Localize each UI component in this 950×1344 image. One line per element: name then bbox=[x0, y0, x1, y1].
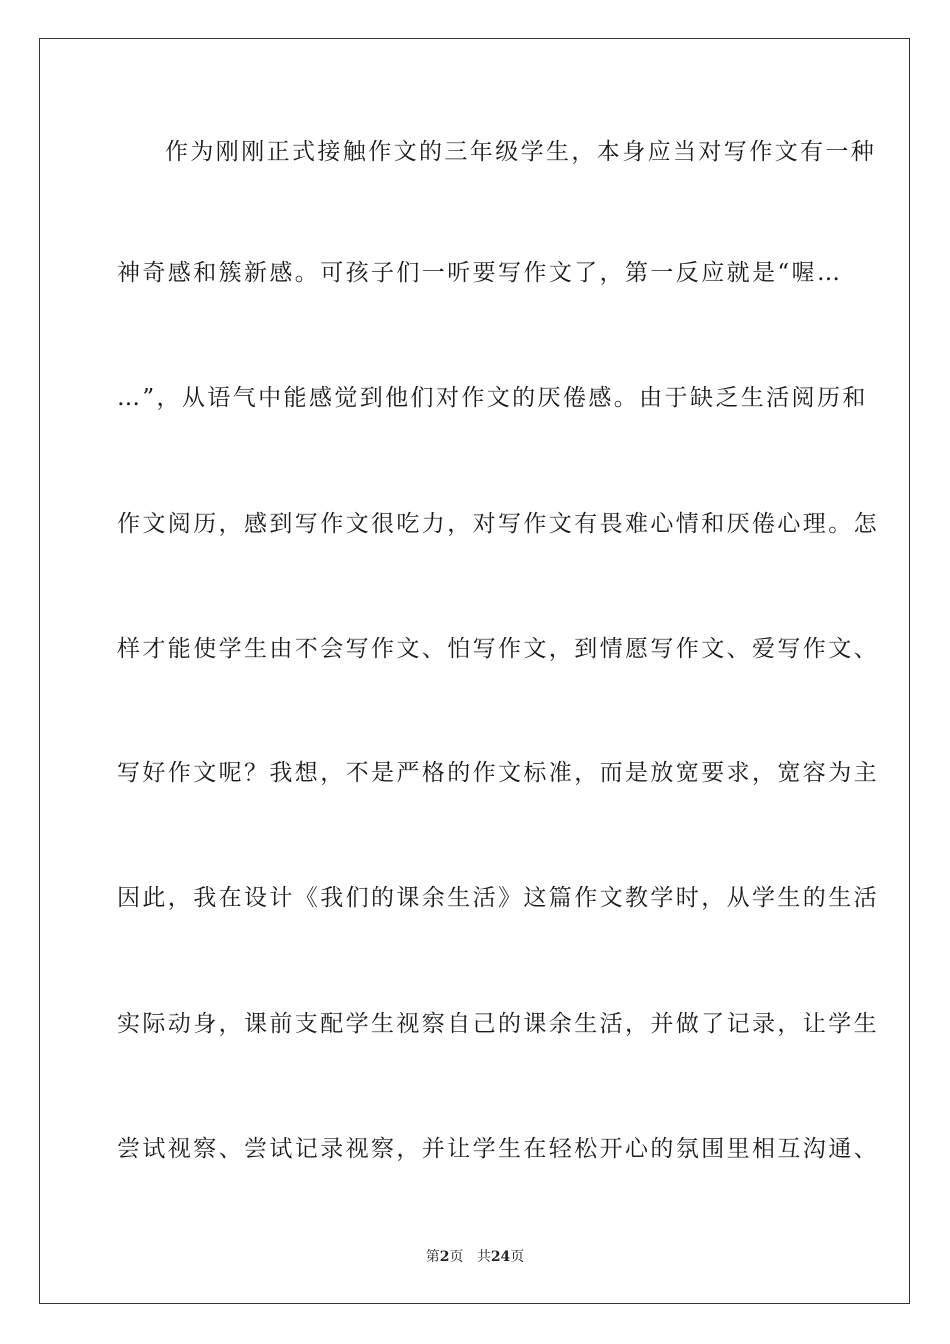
footer-total-pages: 24 bbox=[490, 1249, 511, 1265]
text-line-3: …”，从语气中能感觉到他们对作文的厌倦感。由于缺乏生活阅历和 bbox=[117, 385, 868, 411]
footer-page-prefix: 第 bbox=[425, 1249, 440, 1265]
footer-total-suffix: 页 bbox=[510, 1249, 525, 1265]
text-line-1: 作为刚刚正式接触作文的三年级学生，本身应当对写作文有一种 bbox=[165, 139, 877, 165]
text-line-9: 尝试视察、尝试记录视察，并让学生在轻松开心的氛围里相互沟通、 bbox=[117, 1136, 879, 1162]
text-line-2: 神奇感和簇新感。可孩子们一听要写作文了，第一反应就是“喔… bbox=[117, 260, 843, 286]
footer-total-prefix: 共 bbox=[476, 1249, 491, 1265]
footer-page-number: 2 bbox=[439, 1249, 450, 1265]
page-footer bbox=[0, 1246, 950, 1266]
text-line-7: 因此，我在设计《我们的课余生活》这篇作文教学时，从学生的生活 bbox=[117, 885, 879, 911]
text-line-8: 实际动身，课前支配学生视察自己的课余生活，并做了记录，让学生 bbox=[117, 1011, 879, 1037]
text-line-5: 样才能使学生由不会写作文、怕写作文，到情愿写作文、爱写作文、 bbox=[117, 636, 879, 662]
text-line-6: 写好作文呢？我想，不是严格的作文标准，而是放宽要求，宽容为主 bbox=[117, 760, 879, 786]
page-frame bbox=[39, 38, 910, 1304]
text-line-4: 作文阅历，感到写作文很吃力，对写作文有畏难心情和厌倦心理。怎 bbox=[117, 511, 879, 537]
footer-page-suffix: 页 bbox=[449, 1249, 464, 1265]
